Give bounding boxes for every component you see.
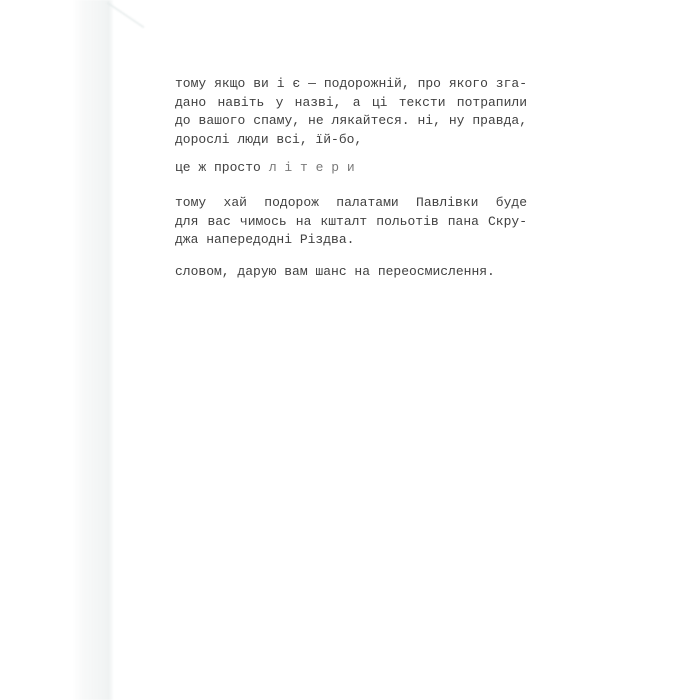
paragraph-1 (175, 75, 527, 149)
text-line: для вас чимось на кшталт польотів пана Скру- (175, 213, 527, 229)
text-line: словом, дарую вам шанс на переосмислення. (175, 263, 495, 279)
text-line (175, 159, 527, 178)
text-line: джа напередодні Різдва. (175, 232, 355, 248)
text-line: тому якщо ви і є — подорожній, про якого зга- (175, 76, 527, 91)
text-letterspaced: л і т е р и (268, 160, 355, 176)
page-text (175, 75, 527, 281)
text-line: дорослі люди всі, їй-бо, (175, 131, 363, 147)
text-line: до вашого спаму, не лякайтеся. ні, ну правда, (175, 113, 527, 129)
paragraph-3 (175, 194, 527, 250)
paragraph-2 (175, 159, 527, 178)
text-plain: це ж просто (175, 160, 261, 176)
text-line: тому хай подорож палатами Павлівки буде (175, 194, 527, 210)
paragraph-4 (175, 263, 527, 282)
page-gutter-shadow (72, 0, 114, 700)
text-line: дано навіть у назві, а ці тексти потрапили (175, 94, 527, 110)
